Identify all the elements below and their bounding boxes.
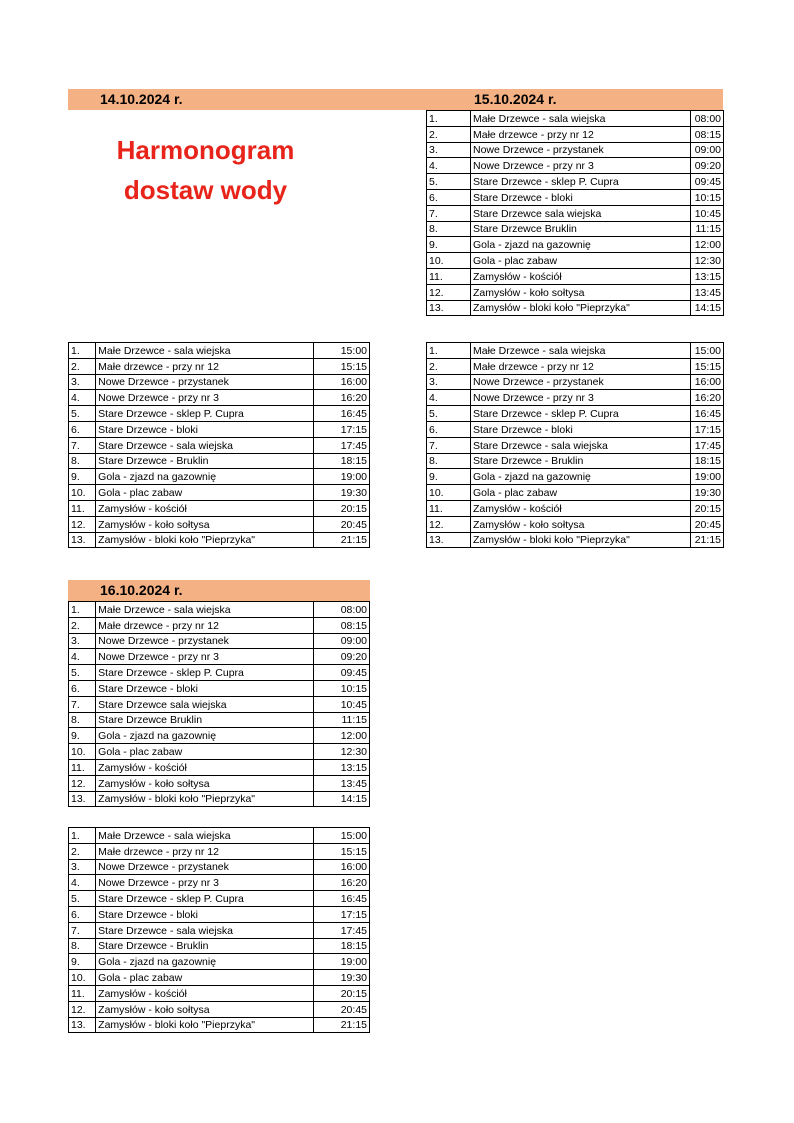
stop-number: 11. [427,500,471,516]
stop-time: 19:30 [313,485,369,501]
stop-name: Gola - zjazd na gazownię [96,954,313,970]
stop-number: 6. [427,421,471,437]
stop-number: 3. [69,374,96,390]
stop-name: Małe drzewce - przy nr 12 [471,126,691,142]
table-row [69,516,370,532]
stop-time: 20:15 [691,500,724,516]
stop-name: Stare Drzewce - sklep P. Cupra [471,406,691,422]
table-row [69,954,370,970]
table-row [427,500,724,516]
stop-number: 1. [427,111,471,127]
table-row [427,532,724,548]
stop-number: 10. [427,485,471,501]
stop-name: Stare Drzewce - bloki [96,421,313,437]
stop-time: 11:15 [691,221,724,237]
stop-number: 1. [427,343,471,359]
stop-number: 10. [427,253,471,269]
stop-time: 10:45 [313,696,369,712]
table-row [427,174,724,190]
stop-number: 1. [69,343,96,359]
table-row [427,237,724,253]
table-row [427,158,724,174]
stop-number: 6. [69,680,96,696]
stop-number: 1. [69,828,96,844]
stop-name: Zamysłów - koło sołtysa [96,1001,313,1017]
stop-number: 12. [69,775,96,791]
stop-name: Nowe Drzewce - przystanek [96,859,313,875]
stop-name: Nowe Drzewce - przy nr 3 [471,158,691,174]
stop-time: 16:20 [691,390,724,406]
table-row [69,906,370,922]
stop-time: 20:15 [313,500,369,516]
stop-name: Stare Drzewce - sala wiejska [471,437,691,453]
stop-name: Zamysłów - koło sołtysa [96,775,313,791]
stop-time: 17:15 [313,906,369,922]
table-row [69,696,370,712]
stop-time: 16:00 [691,374,724,390]
stop-time: 20:15 [313,985,369,1001]
stop-time: 19:00 [313,954,369,970]
stop-time: 15:15 [313,358,369,374]
stop-name: Zamysłów - bloki koło "Pieprzyka" [96,791,313,807]
stop-name: Zamysłów - bloki koło "Pieprzyka" [96,532,313,548]
stop-name: Gola - plac zabaw [96,485,313,501]
stop-number: 11. [69,985,96,1001]
stop-time: 15:15 [691,358,724,374]
stop-name: Małe drzewce - przy nr 12 [96,843,313,859]
stop-name: Zamysłów - kościół [96,759,313,775]
stop-number: 10. [69,970,96,986]
stop-number: 4. [69,649,96,665]
table-row [427,300,724,316]
stop-name: Gola - zjazd na gazownię [471,469,691,485]
stop-number: 4. [69,875,96,891]
stop-time: 19:00 [313,469,369,485]
stop-time: 12:30 [313,744,369,760]
stop-time: 11:15 [313,712,369,728]
stop-number: 13. [69,1017,96,1033]
stop-name: Stare Drzewce - Bruklin [96,453,313,469]
table-row [69,1017,370,1033]
stop-number: 11. [69,759,96,775]
table-row [427,343,724,359]
stop-number: 3. [69,859,96,875]
stop-number: 3. [69,633,96,649]
stop-number: 12. [69,1001,96,1017]
stop-name: Stare Drzewce - sala wiejska [96,922,313,938]
stop-number: 13. [427,532,471,548]
stop-number: 8. [427,221,471,237]
table-row [69,500,370,516]
table-row [69,744,370,760]
stop-name: Zamysłów - kościół [471,500,691,516]
stop-name: Gola - zjazd na gazownię [96,469,313,485]
table-row [69,532,370,548]
stop-name: Zamysłów - bloki koło "Pieprzyka" [96,1017,313,1033]
table-row [69,680,370,696]
table-row [69,791,370,807]
table-row [69,970,370,986]
stop-name: Gola - plac zabaw [96,970,313,986]
stop-time: 15:00 [313,828,369,844]
stop-number: 4. [427,390,471,406]
stop-time: 09:45 [691,174,724,190]
stop-name: Małe Drzewce - sala wiejska [96,828,313,844]
table-row [69,759,370,775]
table-row [69,728,370,744]
stop-number: 2. [69,358,96,374]
table-row [427,421,724,437]
stop-name: Stare Drzewce - sklep P. Cupra [96,406,313,422]
stop-time: 10:45 [691,205,724,221]
stop-name: Małe drzewce - przy nr 12 [96,617,313,633]
schedule-15-10-morning [426,110,724,316]
stop-number: 8. [69,453,96,469]
table-row [427,374,724,390]
table-row [427,142,724,158]
stop-time: 09:00 [691,142,724,158]
stop-number: 3. [427,142,471,158]
table-row [427,390,724,406]
table-row [69,437,370,453]
stop-time: 16:00 [313,374,369,390]
stop-time: 14:15 [313,791,369,807]
schedule-16-10-morning [68,601,370,807]
table-row [69,938,370,954]
stop-name: Stare Drzewce - bloki [96,680,313,696]
table-row [69,358,370,374]
stop-name: Zamysłów - koło sołtysa [96,516,313,532]
stop-name: Zamysłów - koło sołtysa [471,516,691,532]
stop-time: 13:45 [313,775,369,791]
stop-number: 9. [69,469,96,485]
stop-time: 15:00 [313,343,369,359]
table-row [69,875,370,891]
stop-number: 4. [427,158,471,174]
stop-time: 21:15 [313,1017,369,1033]
table-row [69,485,370,501]
stop-time: 08:15 [313,617,369,633]
stop-time: 16:20 [313,390,369,406]
stop-name: Stare Drzewce - sklep P. Cupra [471,174,691,190]
stop-number: 2. [69,843,96,859]
table-row [69,469,370,485]
date-label-16-10: 16.10.2024 r. [100,582,183,598]
stop-number: 3. [427,374,471,390]
stop-number: 11. [69,500,96,516]
stop-time: 19:30 [313,970,369,986]
table-row [69,421,370,437]
stop-name: Nowe Drzewce - przystanek [96,374,313,390]
stop-time: 13:15 [691,268,724,284]
stop-name: Małe drzewce - przy nr 12 [471,358,691,374]
stop-time: 12:30 [691,253,724,269]
table-row [427,205,724,221]
table-row [427,284,724,300]
stop-number: 12. [427,284,471,300]
stop-number: 7. [69,696,96,712]
table-row [427,221,724,237]
table-row [69,843,370,859]
table-row [69,1001,370,1017]
stop-number: 7. [427,205,471,221]
stop-time: 09:20 [313,649,369,665]
table-row [69,828,370,844]
table-row [427,358,724,374]
stop-name: Stare Drzewce - sala wiejska [96,437,313,453]
stop-time: 20:45 [691,516,724,532]
stop-number: 8. [427,453,471,469]
stop-name: Stare Drzewce Bruklin [471,221,691,237]
schedule-16-10-afternoon [68,827,370,1033]
stop-name: Zamysłów - kościół [96,985,313,1001]
stop-time: 18:15 [313,938,369,954]
stop-number: 13. [427,300,471,316]
stop-time: 13:45 [691,284,724,300]
stop-time: 10:15 [313,680,369,696]
stop-name: Stare Drzewce sala wiejska [96,696,313,712]
stop-name: Nowe Drzewce - przy nr 3 [96,390,313,406]
stop-number: 12. [69,516,96,532]
table-row [69,617,370,633]
stop-time: 21:15 [691,532,724,548]
stop-time: 16:45 [313,406,369,422]
stop-number: 9. [69,954,96,970]
stop-name: Stare Drzewce - sklep P. Cupra [96,665,313,681]
stop-name: Nowe Drzewce - przystanek [471,374,691,390]
table-row [69,406,370,422]
stop-time: 15:00 [691,343,724,359]
date-header-16-10 [68,580,370,601]
stop-number: 5. [427,174,471,190]
stop-number: 6. [427,189,471,205]
page-title-line1: Harmonogram [116,135,295,165]
table-row [69,649,370,665]
stop-number: 7. [69,922,96,938]
table-row [69,390,370,406]
stop-time: 17:15 [691,421,724,437]
stop-name: Nowe Drzewce - przy nr 3 [96,649,313,665]
stop-time: 18:15 [691,453,724,469]
stop-number: 10. [69,744,96,760]
stop-number: 8. [69,712,96,728]
stop-number: 13. [69,532,96,548]
stop-number: 2. [427,358,471,374]
stop-name: Zamysłów - koło sołtysa [471,284,691,300]
stop-time: 17:15 [313,421,369,437]
stop-time: 09:00 [313,633,369,649]
stop-time: 09:20 [691,158,724,174]
stop-time: 19:00 [691,469,724,485]
table-row [69,985,370,1001]
stop-time: 08:00 [691,111,724,127]
stop-name: Stare Drzewce - bloki [471,421,691,437]
table-row [69,891,370,907]
stop-name: Gola - plac zabaw [471,485,691,501]
table-row [69,374,370,390]
table-row [427,189,724,205]
table-row [427,126,724,142]
stop-number: 6. [69,421,96,437]
table-row [69,922,370,938]
stop-time: 17:45 [313,922,369,938]
stop-name: Gola - zjazd na gazownię [471,237,691,253]
stop-name: Małe drzewce - przy nr 12 [96,358,313,374]
stop-number: 2. [427,126,471,142]
stop-number: 7. [427,437,471,453]
table-row [69,633,370,649]
stop-time: 14:15 [691,300,724,316]
stop-time: 08:15 [691,126,724,142]
stop-time: 21:15 [313,532,369,548]
stop-name: Stare Drzewce - bloki [96,906,313,922]
stop-time: 20:45 [313,516,369,532]
stop-time: 16:45 [313,891,369,907]
stop-time: 08:00 [313,602,369,618]
table-row [69,665,370,681]
stop-name: Zamysłów - bloki koło "Pieprzyka" [471,300,691,316]
stop-number: 9. [427,237,471,253]
table-row [69,712,370,728]
table-row [427,253,724,269]
stop-time: 16:45 [691,406,724,422]
stop-time: 20:45 [313,1001,369,1017]
stop-name: Zamysłów - bloki koło "Pieprzyka" [471,532,691,548]
date-label-14-10: 14.10.2024 r. [100,91,183,107]
table-row [69,602,370,618]
stop-number: 5. [427,406,471,422]
stop-name: Stare Drzewce - Bruklin [471,453,691,469]
page-title-line2: dostaw wody [123,175,288,205]
stop-name: Stare Drzewce - Bruklin [96,938,313,954]
stop-name: Zamysłów - kościół [96,500,313,516]
stop-name: Gola - zjazd na gazownię [96,728,313,744]
date-label-15-10: 15.10.2024 r. [474,91,557,107]
stop-time: 13:15 [313,759,369,775]
table-row [69,775,370,791]
stop-number: 9. [427,469,471,485]
stop-time: 16:00 [313,859,369,875]
stop-number: 9. [69,728,96,744]
stop-name: Zamysłów - kościół [471,268,691,284]
stop-name: Małe Drzewce - sala wiejska [96,343,313,359]
stop-number: 5. [69,891,96,907]
stop-time: 16:20 [313,875,369,891]
stop-time: 09:45 [313,665,369,681]
stop-number: 12. [427,516,471,532]
table-row [427,111,724,127]
stop-number: 6. [69,906,96,922]
stop-name: Stare Drzewce - sklep P. Cupra [96,891,313,907]
stop-number: 8. [69,938,96,954]
stop-number: 7. [69,437,96,453]
stop-time: 17:45 [313,437,369,453]
stop-time: 10:15 [691,189,724,205]
stop-time: 19:30 [691,485,724,501]
table-row [427,516,724,532]
stop-time: 18:15 [313,453,369,469]
stop-name: Nowe Drzewce - przy nr 3 [96,875,313,891]
stop-number: 5. [69,665,96,681]
stop-name: Małe Drzewce - sala wiejska [96,602,313,618]
stop-name: Gola - plac zabaw [96,744,313,760]
table-row [69,859,370,875]
table-row [427,453,724,469]
stop-time: 15:15 [313,843,369,859]
stop-time: 12:00 [691,237,724,253]
stop-number: 10. [69,485,96,501]
stop-name: Stare Drzewce - bloki [471,189,691,205]
stop-name: Nowe Drzewce - przystanek [96,633,313,649]
stop-number: 4. [69,390,96,406]
date-header-row [68,89,723,110]
table-row [69,453,370,469]
table-row [427,437,724,453]
stop-name: Małe Drzewce - sala wiejska [471,111,691,127]
stop-name: Nowe Drzewce - przystanek [471,142,691,158]
stop-number: 13. [69,791,96,807]
stop-number: 11. [427,268,471,284]
stop-number: 5. [69,406,96,422]
stop-number: 2. [69,617,96,633]
stop-number: 1. [69,602,96,618]
table-row [69,343,370,359]
stop-time: 12:00 [313,728,369,744]
stop-name: Stare Drzewce sala wiejska [471,205,691,221]
stop-time: 17:45 [691,437,724,453]
table-row [427,485,724,501]
stop-name: Nowe Drzewce - przy nr 3 [471,390,691,406]
stop-name: Małe Drzewce - sala wiejska [471,343,691,359]
table-row [427,268,724,284]
schedule-15-10-afternoon [426,342,724,548]
stop-name: Stare Drzewce Bruklin [96,712,313,728]
page-title [68,130,343,210]
stop-name: Gola - plac zabaw [471,253,691,269]
table-row [427,469,724,485]
schedule-14-10-afternoon [68,342,370,548]
table-row [427,406,724,422]
